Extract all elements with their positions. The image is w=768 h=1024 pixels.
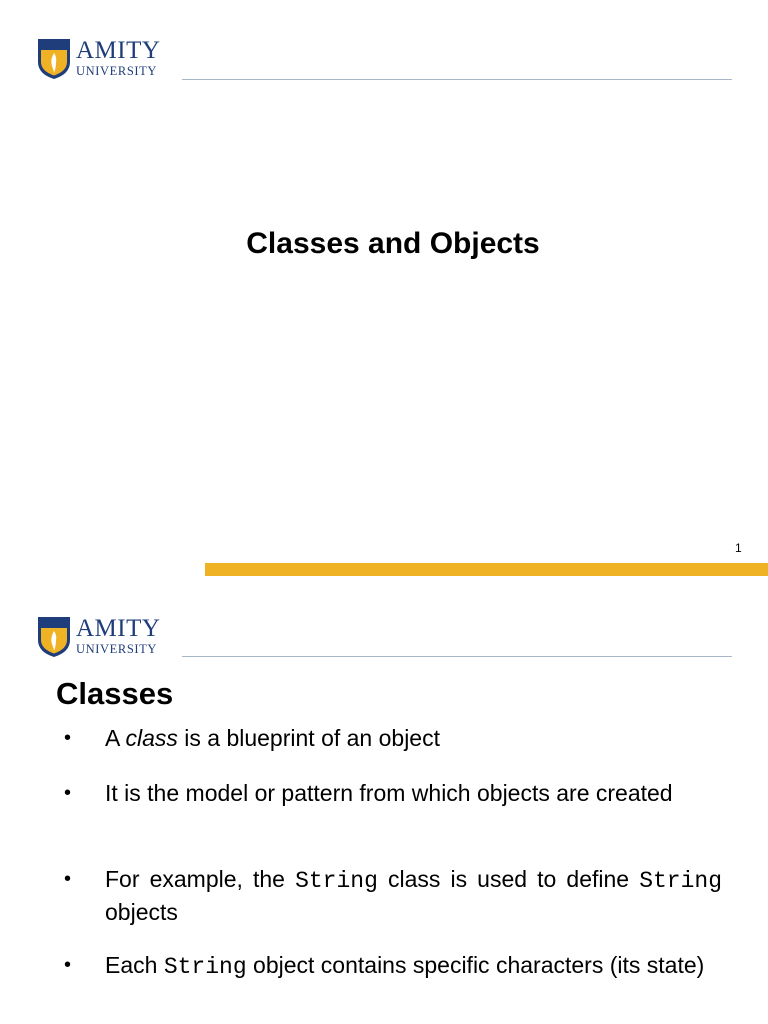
bullet-text-plain: For example, the bbox=[105, 866, 296, 892]
code-string: String bbox=[163, 954, 247, 980]
amity-logo bbox=[36, 616, 171, 660]
bullet-icon: • bbox=[64, 868, 72, 890]
bullet-text-plain: class is used to define bbox=[377, 866, 640, 892]
amity-shield-icon bbox=[36, 38, 72, 80]
slide-2 bbox=[0, 578, 768, 1024]
bullet-text-italic: class bbox=[125, 725, 178, 751]
amity-shield-icon bbox=[36, 616, 72, 658]
page-number: 1 bbox=[735, 541, 742, 555]
logo-name: AMITY bbox=[76, 37, 161, 64]
list-item bbox=[105, 950, 722, 983]
bullet-icon: • bbox=[64, 954, 72, 976]
code-string: String bbox=[639, 868, 723, 894]
logo-subtitle: UNIVERSITY bbox=[76, 642, 157, 656]
slide-title: Classes and Objects bbox=[246, 227, 540, 260]
slide-title: Classes bbox=[56, 676, 174, 711]
header-rule bbox=[182, 79, 732, 80]
footer-accent-bar bbox=[205, 563, 768, 576]
list-item bbox=[105, 723, 722, 754]
bullet-icon: • bbox=[64, 727, 72, 749]
bullet-text-plain: is a blueprint of an object bbox=[177, 725, 440, 751]
header-rule bbox=[182, 656, 732, 657]
code-string: String bbox=[295, 868, 378, 894]
bullet-text-plain: object contains specific characters (its state) bbox=[246, 952, 705, 978]
bullet-icon: • bbox=[64, 782, 72, 804]
list-item bbox=[105, 864, 722, 928]
logo-name: AMITY bbox=[76, 615, 161, 642]
bullet-text-plain: Each bbox=[105, 952, 164, 978]
bullet-text-plain: objects bbox=[105, 899, 178, 925]
amity-logo bbox=[36, 38, 171, 82]
logo-subtitle: UNIVERSITY bbox=[76, 64, 157, 78]
list-item: It is the model or pattern from which objects are created bbox=[105, 780, 673, 806]
bullet-text-plain: A bbox=[105, 725, 126, 751]
